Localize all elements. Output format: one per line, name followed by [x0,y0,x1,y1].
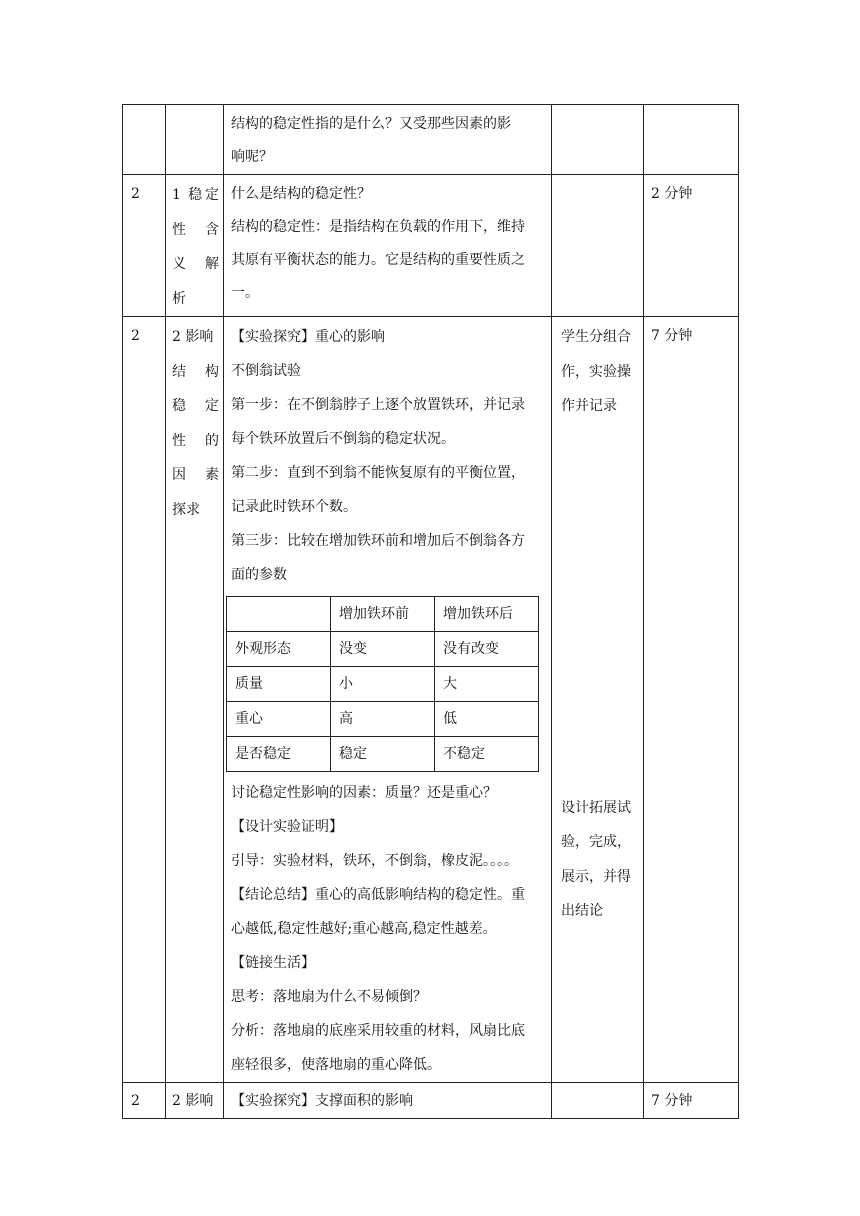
inner-cell: 不稳定 [435,737,539,772]
time-cell [644,105,739,175]
content-line: 【链接生活】 [231,955,315,971]
topic-cell [166,105,224,175]
time-label: 7 分钟 [651,1093,693,1109]
content-line: 每个铁环放置后不倒翁的稳定状况。 [231,431,455,447]
inner-table-row [227,632,539,667]
lesson-plan-page [122,104,738,1119]
content-line: 讨论稳定性影响的因素：质量？还是重心？ [231,785,497,801]
topic-cell [166,175,224,317]
table-row [123,175,739,317]
content-cell [224,317,552,1083]
activity-line: 展示，并得 [561,868,631,885]
inner-cell: 低 [435,702,539,737]
inner-cell: 外观形态 [227,632,331,667]
topic-line: 性 含 [172,221,219,238]
inner-table-row [227,737,539,772]
content-line: 第二步：直到不到翁不能恢复原有的平衡位置， [231,465,525,481]
content-line: 什么是结构的稳定性？ [231,186,371,202]
content-line: 第三步：比较在增加铁环前和增加后不倒翁各方 [231,533,525,549]
content-cell [224,175,552,317]
content-line: 其原有平衡状态的能力。它是结构的重要性质之 [231,252,525,268]
table-row [123,317,739,1083]
content-line: 结构的稳定性：是指结构在负载的作用下，维持 [231,219,525,235]
table-row [123,105,739,175]
activity-cell [552,175,644,317]
content-line: 【实验探究】支撑面积的影响 [231,1093,413,1109]
time-label: 7 分钟 [651,328,693,344]
content-line: 结构的稳定性指的是什么？又受那些因素的影 [231,116,511,132]
time-cell [644,175,739,317]
content-line: 响呢？ [231,149,273,165]
activity-line: 学生分组合 [561,329,631,345]
content-line: 座轻很多，使落地扇的重心降低。 [231,1057,441,1073]
step-number-cell [123,175,166,317]
step-number-cell [123,317,166,1083]
table-row [123,1083,739,1119]
topic-line: 因 素 [172,467,219,483]
content-line: 第一步：在不倒翁脖子上逐个放置铁环，并记录 [231,397,525,413]
inner-cell: 质量 [227,667,331,702]
time-cell [644,317,739,1083]
topic-line: 性 的 [172,432,219,449]
inner-header-cell: 增加铁环后 [435,597,539,632]
step-number: 2 [131,1093,140,1109]
activity-line: 出结论 [561,903,603,919]
topic-line: 2 影响 [172,329,214,345]
topic-line: 结 构 [172,363,219,380]
time-cell [644,1083,739,1119]
content-line: 分析：落地扇的底座采用较重的材料，风扇比底 [231,1023,525,1039]
topic-line: 1 稳定 [172,187,219,203]
step-number-cell [123,105,166,175]
content-line: 引导：实验材料，铁环，不倒翁，橡皮泥。。。。 [231,853,518,869]
content-line: 【实验探究】重心的影响 [231,329,385,345]
inner-cell: 小 [331,667,435,702]
inner-table-header-row [227,597,539,632]
step-number-cell [123,1083,166,1119]
topic-line: 析 [172,290,186,307]
topic-line: 2 影响 [172,1093,214,1109]
activity-line: 验，完成， [561,834,631,850]
content-cell [224,105,552,175]
inner-header-cell: 增加铁环前 [331,597,435,632]
inner-cell: 是否稳定 [227,737,331,772]
inner-cell: 没有改变 [435,632,539,667]
content-line: 心越低,稳定性越好;重心越高,稳定性越差。 [231,921,497,937]
activity-line: 作并记录 [561,398,617,414]
topic-line: 探求 [172,501,200,518]
inner-cell: 高 [331,702,435,737]
content-line: 【结论总结】重心的高低影响结构的稳定性。重 [231,887,525,903]
inner-table-row [227,667,539,702]
content-line: 记录此时铁环个数。 [231,499,357,515]
activity-cell [552,1083,644,1119]
topic-cell [166,317,224,1083]
content-line: 【设计实验证明】 [231,819,343,835]
activity-cell [552,105,644,175]
parameter-comparison-table [226,596,539,772]
content-line: 一。 [231,285,259,301]
lesson-plan-table [122,104,739,1119]
inner-table-row [227,702,539,737]
inner-cell: 没变 [331,632,435,667]
step-number: 2 [131,328,140,344]
content-line: 面的参数 [231,567,287,583]
topic-line: 稳 定 [172,398,219,414]
content-cell [224,1083,552,1119]
inner-cell: 重心 [227,702,331,737]
activity-line: 作，实验操 [561,363,631,380]
topic-line: 义 解 [172,256,219,272]
activity-line: 设计拓展试 [561,799,631,816]
inner-cell: 大 [435,667,539,702]
content-line: 思考：落地扇为什么不易倾倒？ [231,989,427,1005]
step-number: 2 [131,186,140,202]
activity-cell [552,317,644,1083]
inner-cell: 稳定 [331,737,435,772]
inner-header-cell [227,597,331,632]
time-label: 2 分钟 [651,186,693,202]
content-line: 不倒翁试验 [231,363,301,379]
topic-cell [166,1083,224,1119]
